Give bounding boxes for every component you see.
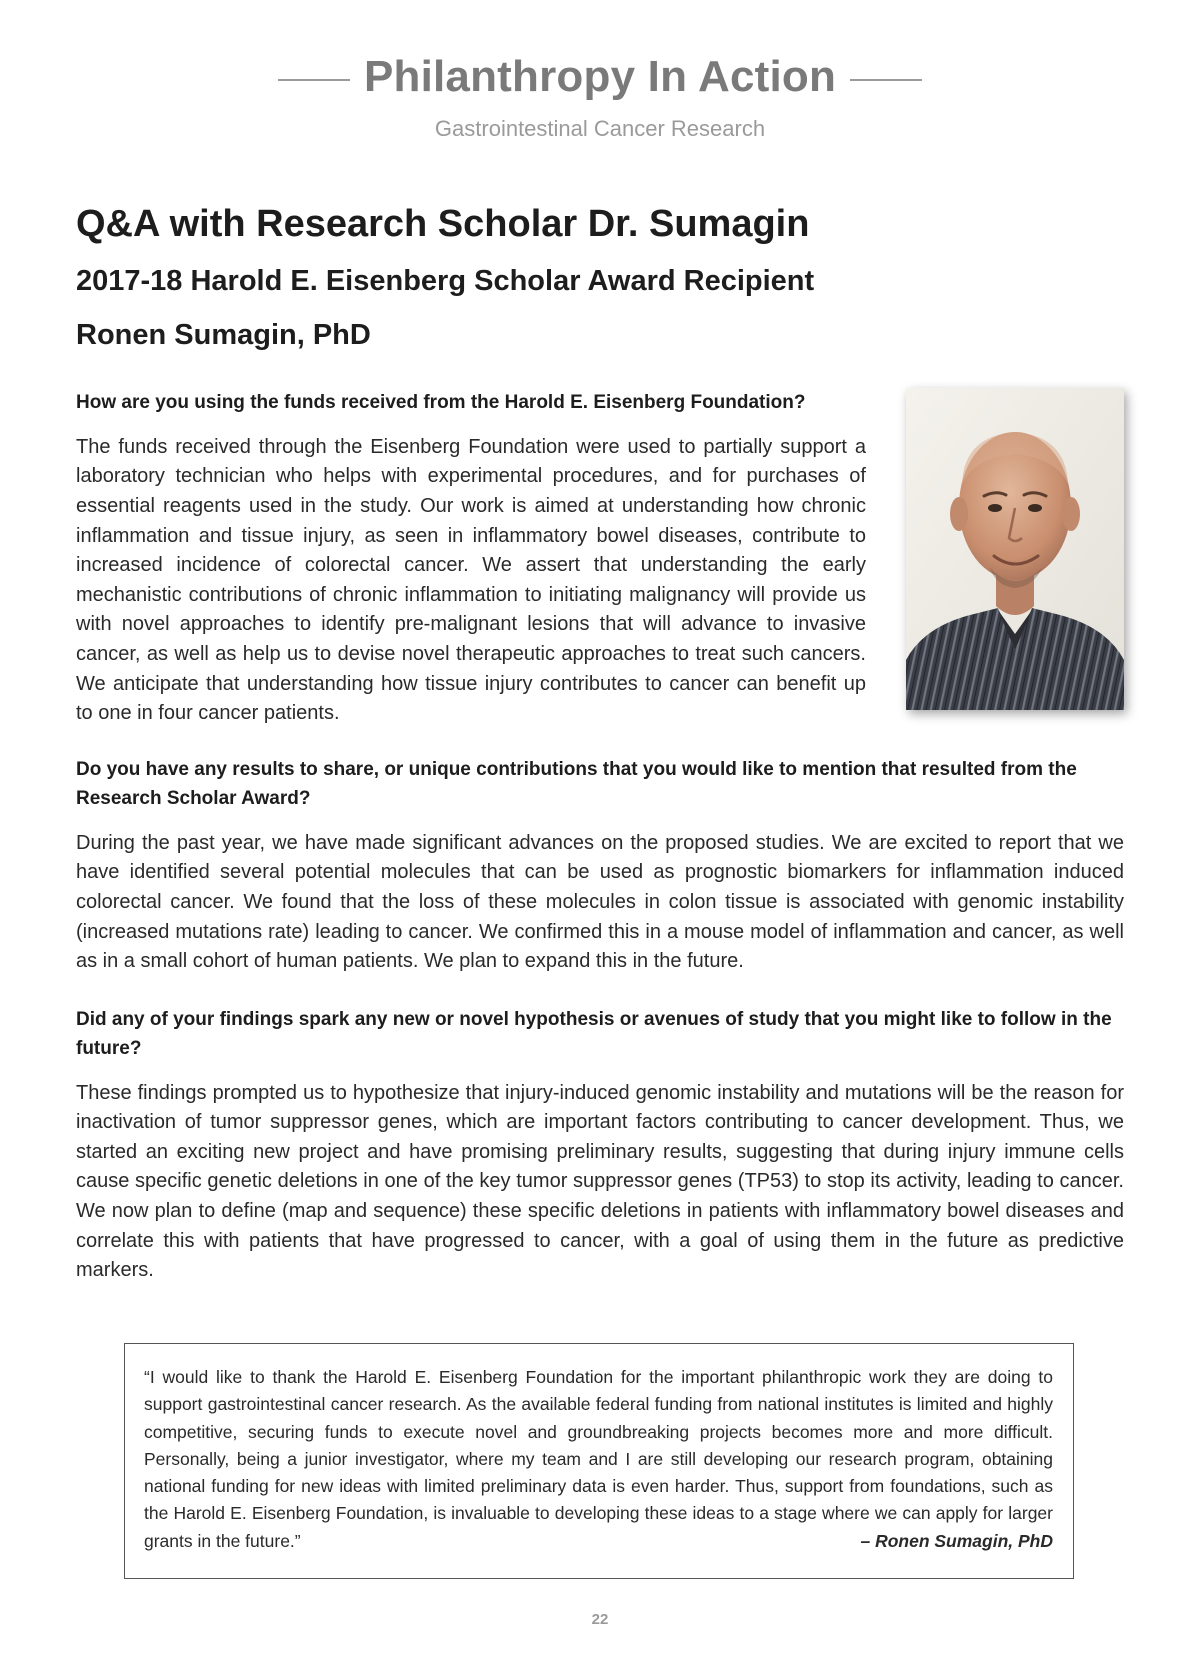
question-3: Did any of your findings spark any new or novel hypothesis or avenues of study that you might like to follow in the future? <box>76 1008 1112 1059</box>
portrait-illustration <box>906 388 1124 710</box>
answer-2: During the past year, we have made significant advances on the proposed studies. We are excited to report that we have identified several potential molecules that can be used as prognostic biomarkers for inflammation induced colorectal cancer. We found that the loss of these molecules in colon tissue is associated with genomic instability (increased mutations rate) leading to cancer. We confirmed this in a mouse model of inflammation and cancer, as well as in a small cohort of human patients. We plan to expand this in the future. <box>76 831 1124 973</box>
header-rule-left <box>278 79 350 81</box>
answer-1: The funds received through the Eisenberg Foundation were used to partially support a laboratory technician who helps with experimental procedures, and for purchases of essential reagents used in the study. Our work is aimed at understanding how chronic inflammation and tissue injury, as seen in inflammatory bowel diseases, contribute to increased incidence of colorectal cancer. We assert that understanding the early mechanistic contributions of chronic inflammation to initiating malignancy will provide us with novel approaches to identify pre-malignant lesions that will advance to invasive cancer, as well as help us to devise novel therapeutic approaches to treat such cancers. We anticipate that understanding how tissue injury contributes to cancer can benefit up to one in four cancer patients. <box>76 435 866 725</box>
award-recipient-line: 2017-18 Harold E. Eisenberg Scholar Award Recipient <box>76 264 815 297</box>
quote-attribution: – Ronen Sumagin, PhD <box>860 1530 1053 1551</box>
question-1: How are you using the funds received from the Harold E. Eisenberg Foundation? <box>76 391 806 413</box>
qa-block-3 <box>76 1005 1124 1286</box>
quote-text: “I would like to thank the Harold E. Eisenberg Foundation for the important philanthropic work they are doing to support gastrointestinal cancer research. As the available federal funding from national institutes is limited and highly competitive, securing funds to execute novel and groundbreaking projects becomes more and more difficult. Personally, being a junior investigator, where my team and I are still developing our research program, obtaining national funding for new ideas with limited preliminary data is even harder. Thus, support from foundations, such as the Harold E. Eisenberg Foundation, is invaluable to developing these ideas to a stage where we can apply for larger grants in the future.” <box>144 1367 1053 1551</box>
header-title-row <box>0 52 1200 102</box>
section-subtitle: Gastrointestinal Cancer Research <box>434 116 766 141</box>
section-title: Philanthropy In Action <box>363 52 837 101</box>
testimonial-quote-box <box>124 1343 1074 1579</box>
qa-block-2 <box>76 755 1124 977</box>
header-rule-right <box>850 79 922 81</box>
article-title: Q&A with Research Scholar Dr. Sumagin <box>76 203 810 245</box>
answer-3: These findings prompted us to hypothesize that injury-induced genomic instability and mutations will be the reason for inactivation of tumor suppressor genes, which are important factors contributing to cancer development. Thus, we started an exciting new project and have promising preliminary results, suggesting that during injury immune cells cause specific genetic deletions in one of the key tumor suppressor genes (TP53) to stop its activity, leading to cancer. We now plan to define (map and sequence) these specific deletions in patients with inflammatory bowel diseases and correlate this with patients that have progressed to cancer, with a goal of using them in the future as predictive markers. <box>76 1081 1124 1282</box>
qa-block-1 <box>76 388 1124 729</box>
page-number: 22 <box>591 1611 609 1628</box>
page-header <box>0 52 1200 142</box>
question-2: Do you have any results to share, or unique contributions that you would like to mention that resulted from the Research Scholar Award? <box>76 758 1077 809</box>
article <box>76 204 1124 1286</box>
scholar-portrait-photo <box>906 388 1124 710</box>
testimonial-quote <box>144 1364 1053 1555</box>
scholar-name: Ronen Sumagin, PhD <box>76 318 371 351</box>
